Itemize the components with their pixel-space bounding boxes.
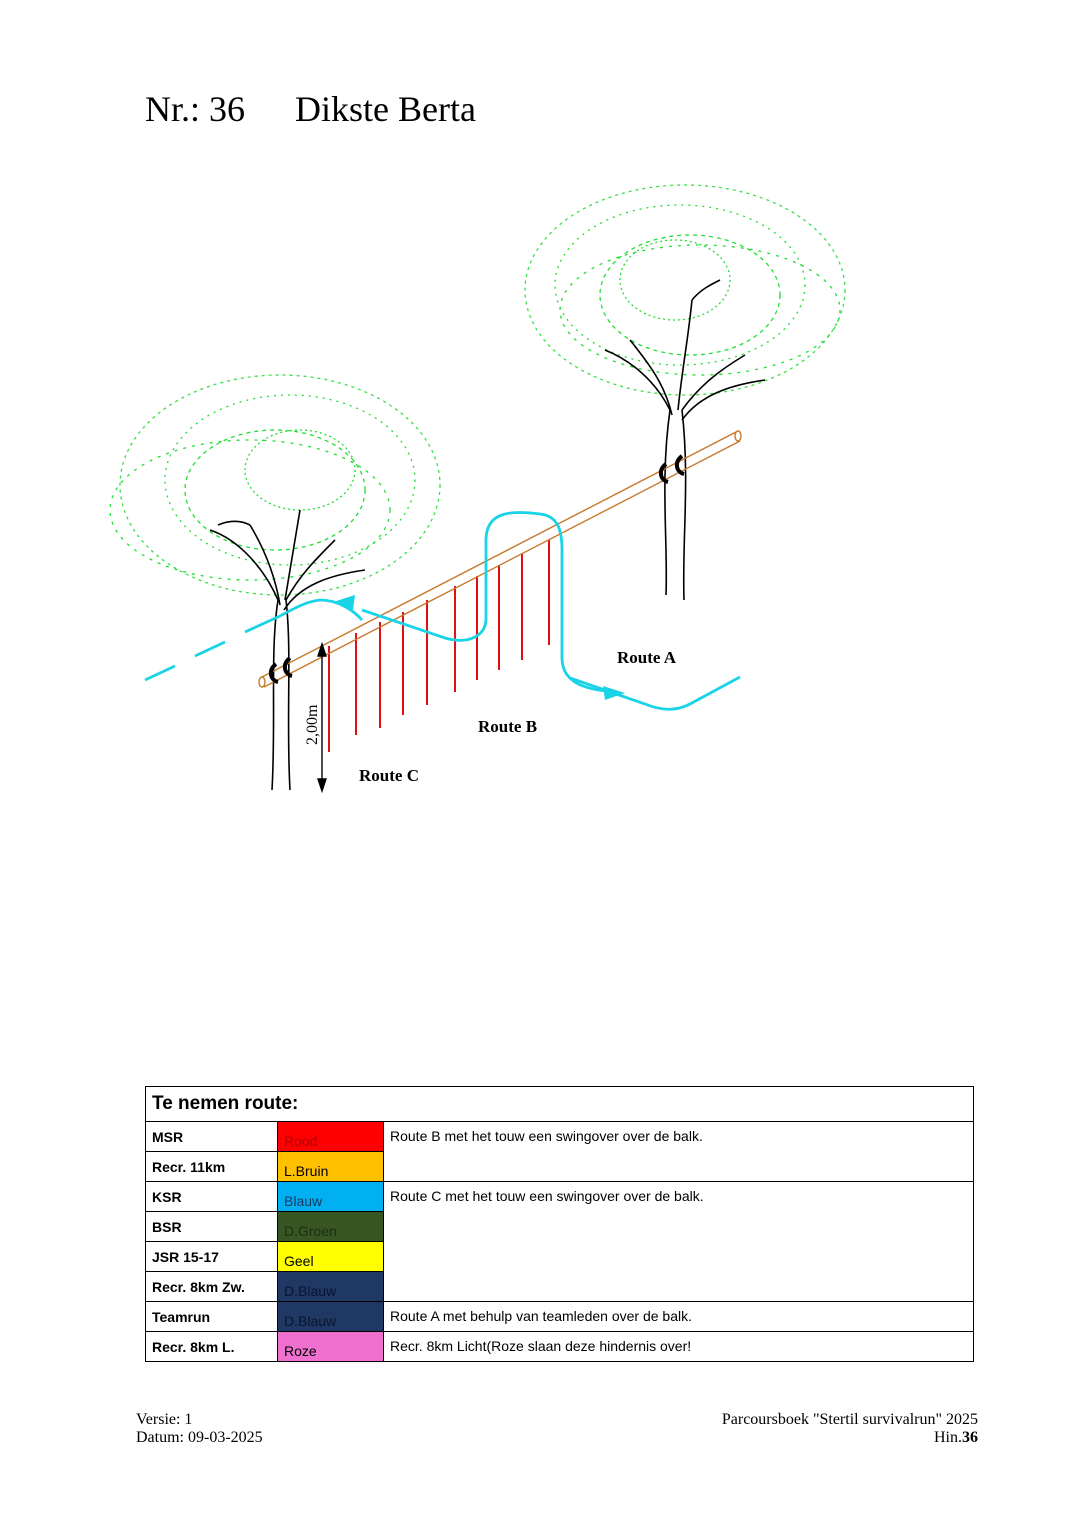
tree-trunk-left <box>210 510 365 790</box>
table-heading: Te nemen route: <box>146 1087 974 1122</box>
foliage-right <box>525 185 845 395</box>
footer-right <box>722 1411 978 1447</box>
category-cell: Recr. 8km L. <box>146 1332 278 1362</box>
hin-number: 36 <box>962 1429 978 1446</box>
foliage-left <box>110 375 440 595</box>
color-cell: Rood <box>278 1122 384 1152</box>
category-cell: BSR <box>146 1212 278 1242</box>
table-row <box>146 1332 974 1362</box>
category-cell: Recr. 8km Zw. <box>146 1272 278 1302</box>
description-cell: Route B met het touw een swingover over de balk. <box>384 1122 974 1182</box>
category-cell: MSR <box>146 1122 278 1152</box>
book-title: Parcoursboek "Stertil survivalrun" 2025 <box>721 1411 978 1428</box>
obstacle-name: Dikste Berta <box>295 89 476 129</box>
description-cell: Recr. 8km Licht(Roze slaan deze hindernis over! <box>384 1332 974 1362</box>
table-header-row <box>146 1087 974 1122</box>
obstacle-ref <box>722 1429 978 1447</box>
category-cell: JSR 15-17 <box>146 1242 278 1272</box>
version-text: Versie: 1 <box>136 1411 193 1428</box>
description-cell: Route C met het touw een swingover over de balk. <box>384 1182 974 1302</box>
route-arrow-right <box>603 686 625 700</box>
color-cell: Geel <box>278 1242 384 1272</box>
color-cell: Blauw <box>278 1182 384 1212</box>
route-table <box>145 1086 974 1362</box>
table-row <box>146 1122 974 1152</box>
route-b-label: Route B <box>478 717 538 736</box>
route-arrow-left <box>333 595 355 610</box>
obstacle-diagram <box>100 180 880 810</box>
color-cell: D.Groen <box>278 1212 384 1242</box>
hin-prefix: Hin. <box>934 1429 962 1446</box>
obstacle-number: Nr.: 36 <box>145 89 246 129</box>
footer-left <box>136 1411 263 1447</box>
route-a-label: Route A <box>617 648 677 667</box>
description-cell: Route A met behulp van teamleden over de balk. <box>384 1302 974 1332</box>
tree-trunk-right <box>605 280 765 600</box>
table-row <box>146 1182 974 1212</box>
color-cell: Roze <box>278 1332 384 1362</box>
table-row <box>146 1302 974 1332</box>
category-cell: Recr. 11km <box>146 1152 278 1182</box>
color-cell: D.Blauw <box>278 1302 384 1332</box>
category-cell: KSR <box>146 1182 278 1212</box>
color-cell: D.Blauw <box>278 1272 384 1302</box>
date-text: Datum: 09-03-2025 <box>136 1429 263 1446</box>
route-c-label: Route C <box>359 766 419 785</box>
color-cell: L.Bruin <box>278 1152 384 1182</box>
height-label: 2,00m <box>304 704 321 745</box>
category-cell: Teamrun <box>146 1302 278 1332</box>
page-title <box>145 88 476 130</box>
